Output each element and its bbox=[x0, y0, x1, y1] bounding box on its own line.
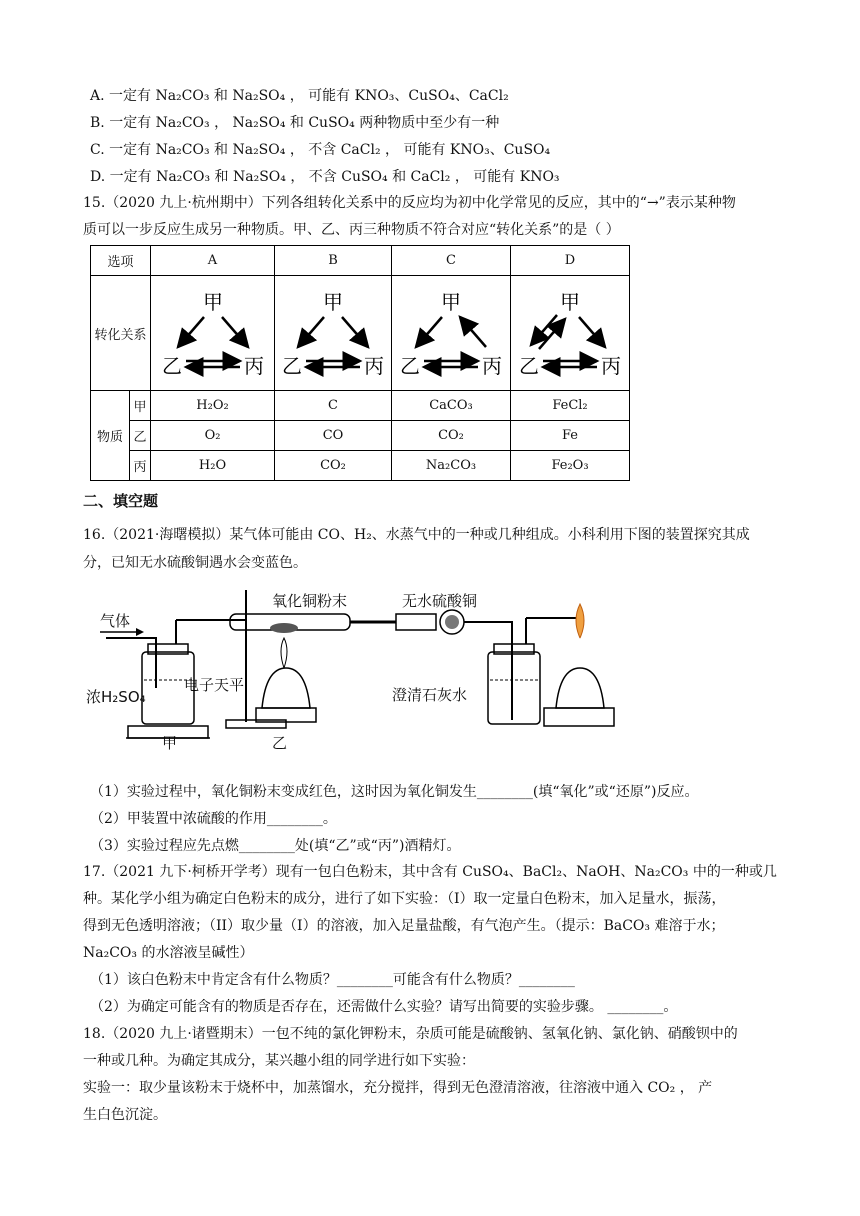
q17-line3: 得到无色透明溶液；（II）取少量（I）的溶液，加入足量盐酸，有气泡产生。（提示：BaCO₃ 难溶于水； bbox=[83, 918, 725, 934]
cell: CaCO₃ bbox=[392, 391, 511, 421]
q15-stem-line2: 质可以一步反应生成另一种物质。甲、乙、丙三种物质不符合对应“转化关系”的是（ ） bbox=[83, 222, 620, 238]
option-a: A. 一定有 Na₂CO₃ 和 Na₂SO₄ ， 可能有 KNO₃、CuSO₄、CaCl₂ bbox=[90, 88, 509, 104]
option-header-b: B bbox=[275, 246, 392, 276]
row-label-yi: 乙 bbox=[130, 421, 151, 451]
cell: CO₂ bbox=[275, 451, 392, 481]
q18-line1: 18.（2020 九上·诸暨期末）一包不纯的氯化钾粉末，杂质可能是硫酸钠、氢氧化钠、氯化钠、硝酸钡中的 bbox=[83, 1026, 738, 1042]
cell: H₂O bbox=[151, 451, 275, 481]
cell: FeCl₂ bbox=[511, 391, 630, 421]
section-title: 二、填空题 bbox=[83, 492, 159, 510]
q17-sub2: （2）为确定可能含有的物质是否存在，还需做什么实验？请写出简要的实验步骤。 ________。 bbox=[90, 999, 678, 1015]
relation-diagram-d-svg bbox=[515, 281, 625, 381]
label-yi: 乙 bbox=[272, 734, 288, 752]
apparatus-diagram bbox=[86, 580, 726, 760]
relation-diagram-a-svg bbox=[158, 281, 268, 381]
q17-line1: 17.（2021 九下·柯桥开学考）现有一包白色粉末，其中含有 CuSO₄、BaCl₂、NaOH、Na₂CO₃ 中的一种或几 bbox=[83, 864, 777, 880]
relation-diagram-b bbox=[275, 276, 392, 391]
gas-label: 气体 bbox=[100, 612, 131, 630]
cell: C bbox=[275, 391, 392, 421]
node-right: 丙 bbox=[601, 354, 621, 378]
relation-diagram-a bbox=[151, 276, 275, 391]
node-top: 甲 bbox=[560, 290, 580, 314]
q16-sub3: （3）实验过程应先点燃________处(填“乙”或“丙”)酒精灯。 bbox=[90, 838, 461, 854]
balance-label: 电子天平 bbox=[184, 676, 245, 694]
node-right: 丙 bbox=[364, 354, 384, 378]
cell: H₂O₂ bbox=[151, 391, 275, 421]
relation-diagram-c bbox=[392, 276, 511, 391]
substance-label: 物质 bbox=[91, 391, 130, 481]
node-top: 甲 bbox=[323, 290, 343, 314]
node-left: 乙 bbox=[519, 354, 539, 378]
node-top: 甲 bbox=[441, 290, 461, 314]
cell: Na₂CO₃ bbox=[392, 451, 511, 481]
cell: CO₂ bbox=[392, 421, 511, 451]
q17-line2: 种。某化学小组为确定白色粉末的成分，进行了如下实验：（I）取一定量白色粉末，加入足量水，振荡， bbox=[83, 891, 726, 907]
option-d: D. 一定有 Na₂CO₃ 和 Na₂SO₄ ， 不含 CuSO₄ 和 CaCl₂ ， 可能有 KNO₃ bbox=[90, 169, 560, 185]
node-left: 乙 bbox=[400, 354, 420, 378]
option-header-c: C bbox=[392, 246, 511, 276]
label-jia: 甲 bbox=[162, 734, 178, 752]
option-c: C. 一定有 Na₂CO₃ 和 Na₂SO₄ ， 不含 CaCl₂ ， 可能有 KNO₃、CuSO₄ bbox=[90, 142, 551, 158]
relation-label: 转化关系 bbox=[91, 276, 151, 391]
q17-sub1: （1）该白色粉末中肯定含有什么物质？________可能含有什么物质？________ bbox=[90, 972, 575, 988]
relation-diagram-d bbox=[511, 276, 630, 391]
option-header-a: A bbox=[151, 246, 275, 276]
row-label-jia: 甲 bbox=[130, 391, 151, 421]
q16-stem-line1: 16.（2021·海曙模拟）某气体可能由 CO、H₂、水蒸气中的一种或几种组成。小科利用下图的装置探究其成 bbox=[83, 527, 750, 543]
q16-sub1: （1）实验过程中，氧化铜粉末变成红色，这时因为氧化铜发生________(填“氧化”或“还原”)反应。 bbox=[90, 784, 699, 800]
limewater-label: 澄清石灰水 bbox=[392, 686, 468, 704]
h2so4-label: 浓H₂SO₄ bbox=[86, 688, 146, 706]
q16-sub2: （2）甲装置中浓硫酸的作用________。 bbox=[90, 811, 337, 827]
q18-line2: 一种或几种。为确定其成分，某兴趣小组的同学进行如下实验： bbox=[83, 1053, 475, 1069]
q15-stem-line1: 15.（2020 九上·杭州期中）下列各组转化关系中的反应均为初中化学常见的反应，其中的“→”表示某种物 bbox=[83, 195, 736, 211]
node-top: 甲 bbox=[202, 290, 223, 314]
relation-diagram-c-svg bbox=[396, 281, 506, 381]
option-b: B. 一定有 Na₂CO₃ ， Na₂SO₄ 和 CuSO₄ 两种物质中至少有一种 bbox=[90, 115, 500, 131]
cell: O₂ bbox=[151, 421, 275, 451]
q18-line4: 生白色沉淀。 bbox=[83, 1107, 167, 1123]
cuo-label: 氧化铜粉末 bbox=[272, 592, 348, 610]
q17-line4: Na₂CO₃ 的水溶液呈碱性） bbox=[83, 945, 254, 961]
relation-diagram-b-svg bbox=[278, 281, 388, 381]
cuso4-label: 无水硫酸铜 bbox=[402, 592, 478, 610]
node-right: 丙 bbox=[243, 354, 264, 378]
cell: Fe₂O₃ bbox=[511, 451, 630, 481]
q18-line3: 实验一：取少量该粉末于烧杯中，加蒸馏水，充分搅拌，得到无色澄清溶液，往溶液中通入 CO₂ ， 产 bbox=[83, 1080, 713, 1096]
node-left: 乙 bbox=[161, 354, 182, 378]
node-right: 丙 bbox=[482, 354, 502, 378]
row-label-bing: 丙 bbox=[130, 451, 151, 481]
cell: CO bbox=[275, 421, 392, 451]
q16-stem-line2: 分，已知无水硫酸铜遇水会变蓝色。 bbox=[83, 555, 307, 571]
node-left: 乙 bbox=[282, 354, 302, 378]
q15-table bbox=[90, 245, 630, 481]
option-header-d: D bbox=[511, 246, 630, 276]
header-label: 选项 bbox=[91, 246, 151, 276]
cell: Fe bbox=[511, 421, 630, 451]
